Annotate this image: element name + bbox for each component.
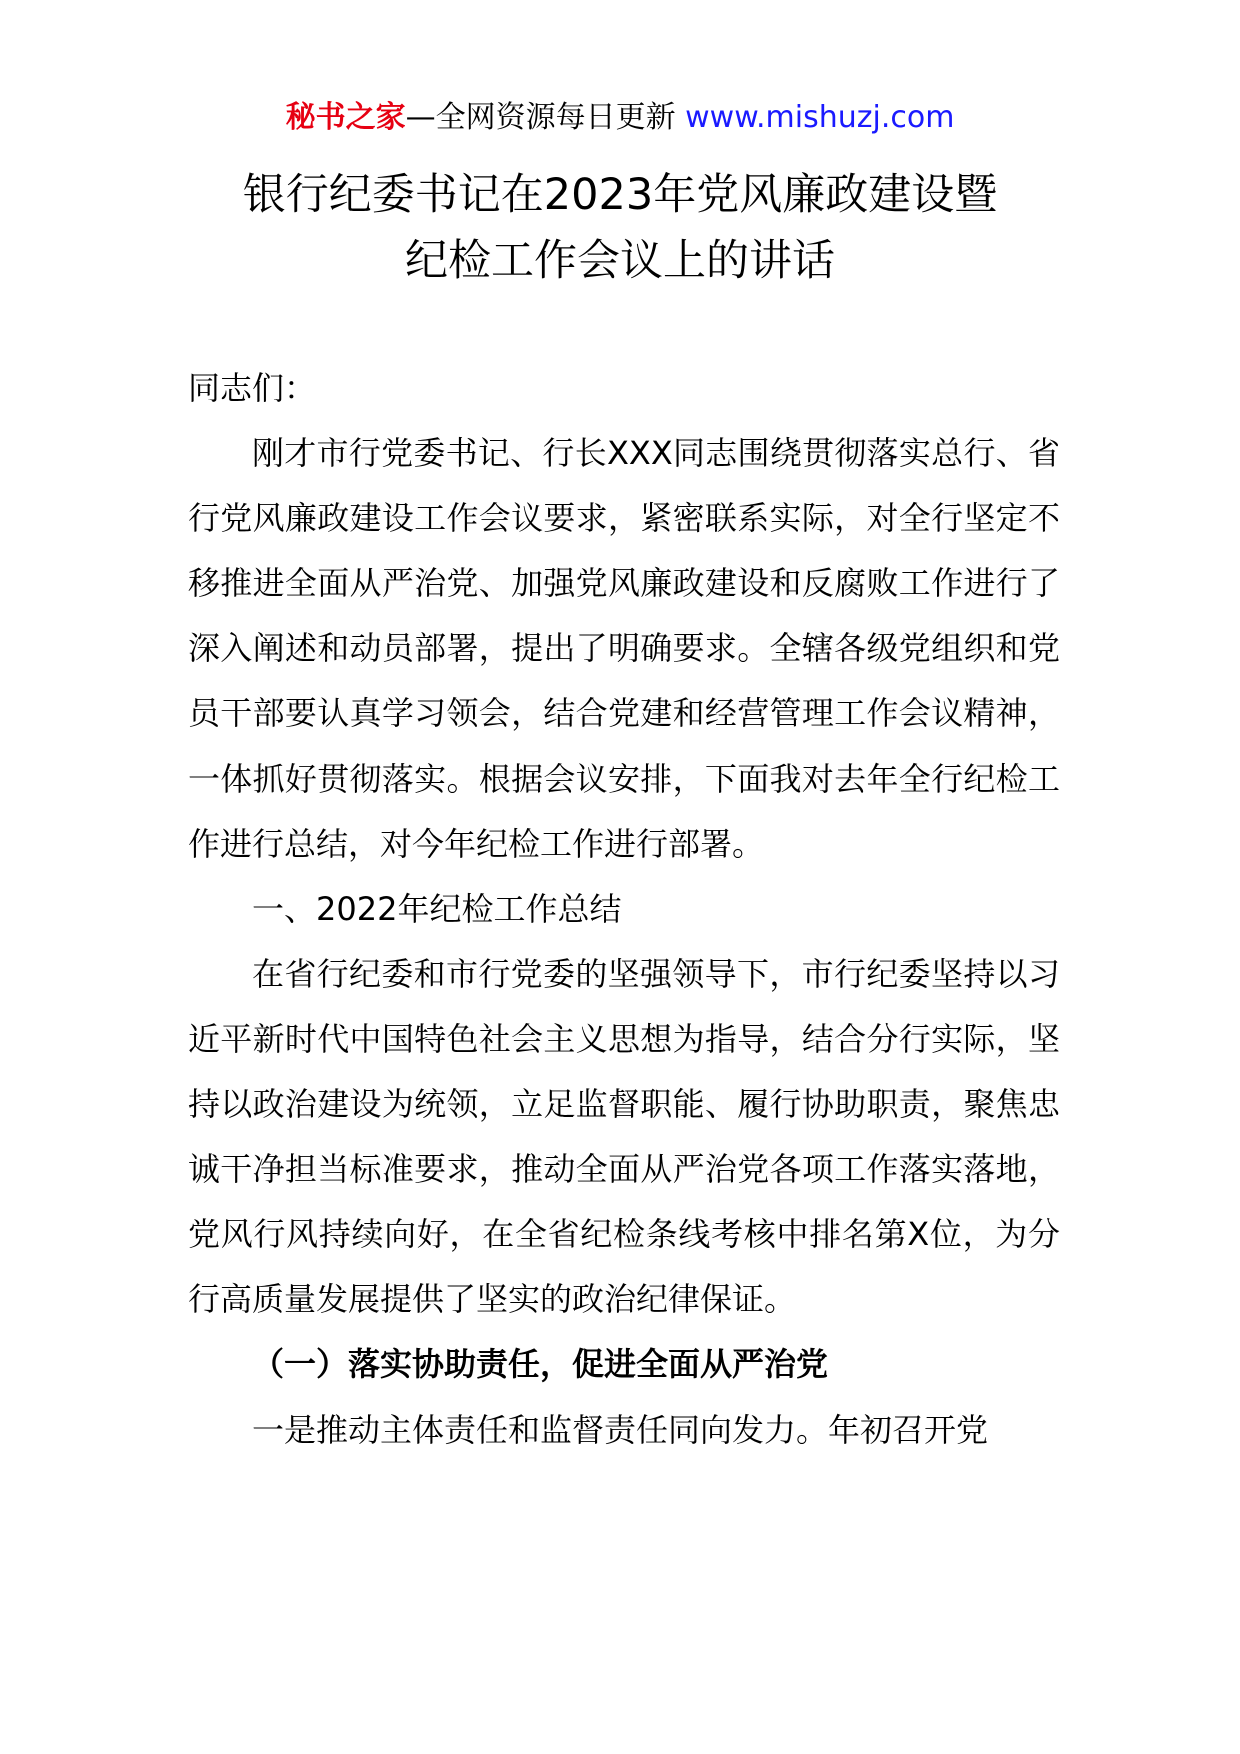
title-line-1: 银行纪委书记在2023年党风廉政建设暨 [242, 170, 998, 220]
document-title [0, 162, 1240, 294]
section-heading-1: 一、2022年纪检工作总结 [252, 889, 622, 928]
paragraph-item-1: 一是推动主体责任和监督责任同向发力。年初召开党 [252, 1410, 989, 1449]
paragraph-intro: 刚才市行党委书记、行长XXX同志围绕贯彻落实总行、省行党风廉政建设工作会议要求，紧密联系实际，对全行坚定不移推进全面从严治党、加强党风廉政建设和反腐败工作进行了深入阐述和动员部署，提出了明确要求。全辖各级党组织和党员干部要认真学习领会，结合党建和经营管理工作会议精神，一体抓好贯彻落实。根据会议安排，下面我对去年全行纪检工作进行总结，对今年纪检工作进行部署。 [188, 434, 1060, 863]
subsection-heading-1: （一）落实协助责任，促进全面从严治党 [252, 1345, 829, 1384]
title-line-2: 纪检工作会议上的讲话 [405, 236, 835, 286]
document-body [188, 356, 1060, 1463]
header-tagline: —全网资源每日更新 [405, 100, 676, 135]
site-header [0, 98, 1240, 138]
paragraph-summary: 在省行纪委和市行党委的坚强领导下，市行纪委坚持以习近平新时代中国特色社会主义思想为指导，结合分行实际，坚持以政治建设为统领，立足监督职能、履行协助职责，聚焦忠诚干净担当标准要求，推动全面从严治党各项工作落实落地，党风行风持续向好，在全省纪检条线考核中排名第X位，为分行高质量发展提供了坚实的政治纪律保证。 [188, 954, 1060, 1319]
brand-name: 秘书之家 [285, 100, 406, 135]
salutation: 同志们： [188, 369, 317, 407]
site-url-link[interactable]: www.mishuzj.com [685, 100, 955, 135]
